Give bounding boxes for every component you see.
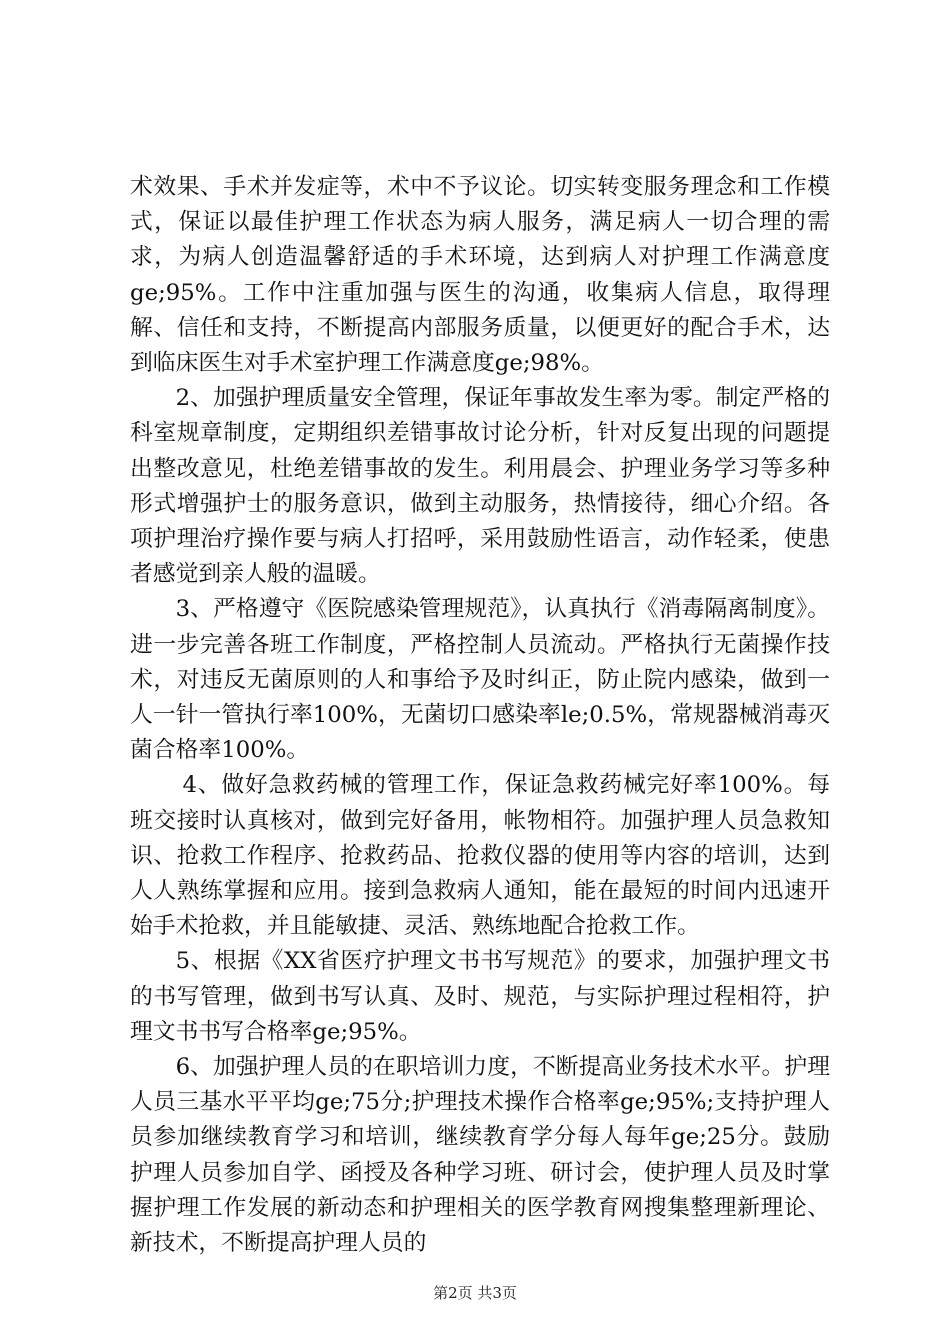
paragraph-3: 3、严格遵守《医院感染管理规范》，认真执行《消毒隔离制度》。进一步完善各班工作制度，严格控制人员流动。严格执行无菌操作技术，对违反无菌原则的人和事给予及时纠正，防止院内感染，做到一人一针一管执行率100%，无菌切口感染率le;0.5%，常规器械消毒灭菌合格率100%。 bbox=[130, 596, 830, 764]
paragraph-6: 6、加强护理人员的在职培训力度，不断提高业务技术水平。护理人员三基水平平均ge;75分;护理技术操作合格率ge;95%;支持护理人员参加继续教育学习和培训，继续教育学分每人每年ge;25分。鼓励护理人员参加自学、函授及各种学习班、研讨会，使护理人员及时掌握护理工作发展的新动态和护理相关的医学教育网搜集整理新理论、新技术，不断提高护理人员的 bbox=[130, 1054, 830, 1257]
page-footer: 第2页 共3页 bbox=[433, 1284, 517, 1302]
paragraph-5: 5、根据《XX省医疗护理文书书写规范》的要求，加强护理文书的书写管理，做到书写认真、及时、规范，与实际护理过程相符，护理文书书写合格率ge;95%。 bbox=[130, 948, 830, 1045]
paragraph-2: 2、加强护理质量安全管理，保证年事故发生率为零。制定严格的科室规章制度，定期组织差错事故讨论分析，针对反复出现的问题提出整改意见，杜绝差错事故的发生。利用晨会、护理业务学习等多种形式增强护士的服务意识，做到主动服务，热情接待，细心介绍。各项护理治疗操作要与病人打招呼，采用鼓励性语言，动作轻柔，使患者感觉到亲人般的温暖。 bbox=[130, 385, 830, 588]
paragraph-1: 术效果、手术并发症等，术中不予议论。切实转变服务理念和工作模式，保证以最佳护理工作状态为病人服务，满足病人一切合理的需求，为病人创造温馨舒适的手术环境，达到病人对护理工作满意度ge;95%。工作中注重加强与医生的沟通，收集病人信息，取得理解、信任和支持，不断提高内部服务质量，以便更好的配合手术，达到临床医生对手术室护理工作满意度ge;98%。 bbox=[130, 174, 830, 377]
paragraph-4: 4、做好急救药械的管理工作，保证急救药械完好率100%。每班交接时认真核对，做到完好备用，帐物相符。加强护理人员急救知识、抢救工作程序、抢救药品、抢救仪器的使用等内容的培训，达到人人熟练掌握和应用。接到急救病人通知，能在最短的时间内迅速开始手术抢救，并且能敏捷、灵活、熟练地配合抢救工作。 bbox=[130, 772, 830, 940]
document-body bbox=[130, 170, 830, 1261]
